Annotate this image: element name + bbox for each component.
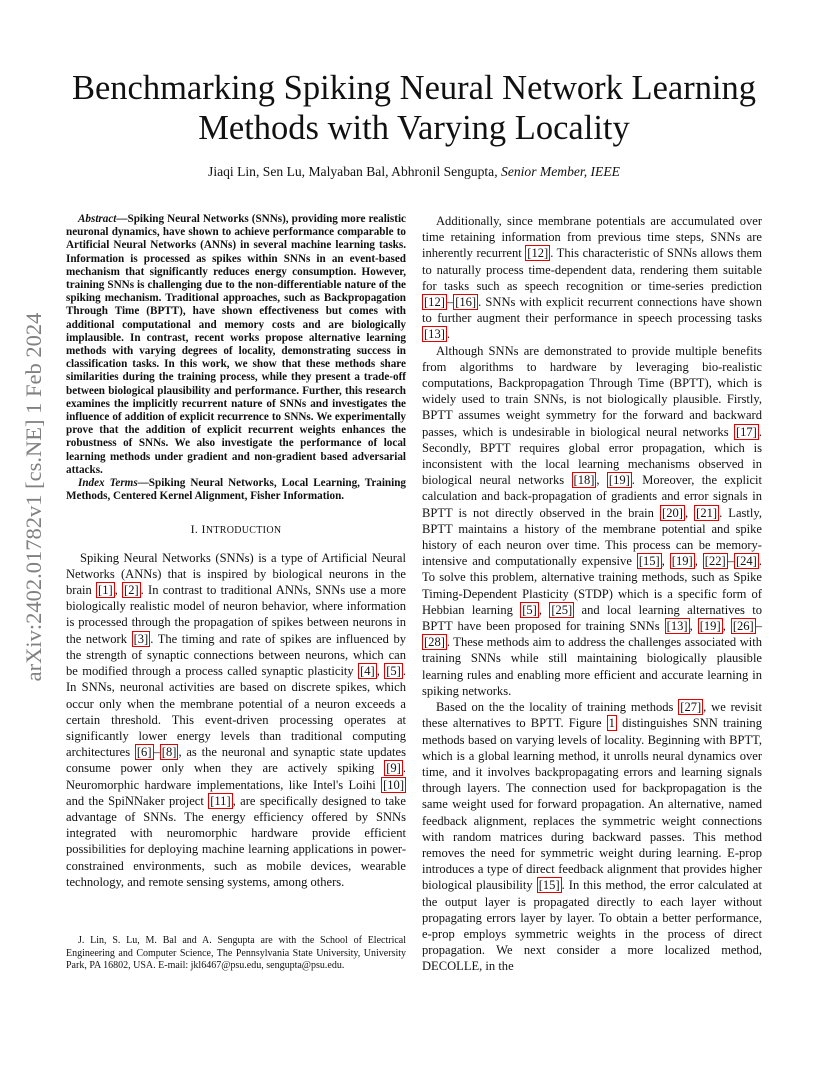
right-column [422,213,762,975]
paragraph-text-run: , [722,619,731,634]
index-terms-label: Index Terms [78,477,138,490]
paragraph-text-run: – [153,745,160,760]
citation-link[interactable]: [12] [424,295,445,310]
paragraph-text-run: . Moreover, the explicit calculation and back-propagation of gradients and error signals in BPTT is not directly observed in the brain [422,473,762,520]
citation-link[interactable]: [21] [696,505,718,520]
body-paragraph [422,213,762,343]
citation-link[interactable]: [6] [136,745,152,760]
abstract [66,213,406,477]
arxiv-identifier: arXiv:2402.01782v1 [cs.NE] 1 Feb 2024 [21,312,46,682]
paragraph-text-run: . In contrast to traditional ANNs, SNNs use a more biologically realistic model of neuron behavior, where information is processed through the propagation of spikes between neurons in the network [66,583,406,646]
paragraph-text-run: . Lastly, BPTT maintains a history of the membrane potential and spike history of each neuron over time. This process can be memory-intensive and computationally expensive [422,505,762,569]
paragraph-text-run: , [538,602,550,617]
paragraph-text-run: , are specifically designed to take advantage of SNNs. The energy efficiency offered by SNNs integrated with neuromorphic hardware provide efficient possibilities for deploying machine learning applications in power-constrained environments, such as mobile devices, wearable technology, and remote sensing systems, among others. [66,793,406,889]
citation-link[interactable]: [3] [133,631,149,646]
citation-link[interactable]: [11] [210,793,231,808]
author-list [40,164,788,180]
left-column [66,213,406,890]
citation-link[interactable]: [22] [704,554,726,569]
abstract-text: —Spiking Neural Networks (SNNs), providing more realistic neuronal dynamics, have shown to achieve performance comparable to Artificial Neural Networks (ANNs) in several machine learning tasks. Information is processed as spikes within SNNs in an event-based mechanism that significantly reduces energy consumption. However, training SNNs is challenging due to the non-differentiable nature of the spiking mechanism. Traditional approaches, such as Backpropagation Through Time (BPTT), have shown effectiveness but comes with additional computational and memory costs and are biologically implausible. In contrast, recent works propose alternative learning methods with varying degrees of locality, demonstrating success in classification tasks. In this work, we show that these methods share similarities during the training process, while they present a trade-off between biological plausibility and performance. Further, this research examines the implicitly recurrent nature of SNNs and investigates the influence of addition of explicit recurrence to SNNs. We experimentally prove that the addition of explicit recurrent weights enhances the robustness of SNNs. We also investigate the performance of local learning methods under gradient and non-gradient based adversarial attacks. [66,213,406,476]
citation-link[interactable]: [15] [638,554,660,569]
paragraph-text-run: and local learning alternatives to BPTT have been proposed for training SNNs [422,602,762,634]
paragraph-text-run: Based on the the locality of training methods [436,700,679,715]
paragraph-text-run: , [684,505,695,520]
citation-link[interactable]: [5] [522,602,537,617]
citation-link[interactable]: [8] [161,745,177,760]
citation-link[interactable]: [26] [732,619,754,634]
paragraph-text-run: – [755,619,762,634]
citation-link[interactable]: [28] [424,635,445,650]
citation-link[interactable]: [10] [383,777,404,792]
citation-link[interactable]: [1] [98,583,113,598]
citation-link[interactable]: [17] [735,424,757,439]
citation-link[interactable]: [24] [735,554,757,569]
author-names: Jiaqi Lin, Sen Lu, Malyaban Bal, Abhronil Sengupta, [208,164,498,179]
paragraph-text-run: . In this method, the error calculated at the output layer is propagated directly to each layer without propagating errors layer by layer. To obtain a better performance, e-prop employs symmetric weights in the process of direct propagation. We next consider a more localized method, DECOLLE, in the [422,878,762,974]
citation-link[interactable]: [20] [662,505,683,520]
citation-link[interactable]: [16] [455,295,477,310]
paragraph-text-run: , [661,554,670,569]
citation-link[interactable]: [27] [680,700,702,715]
paragraph-text-run: . SNNs with explicit recurrent connections have shown to further augment their performance in speech processing tasks [422,295,762,326]
intro-paragraph [66,550,406,890]
citation-link[interactable]: [19] [608,473,630,488]
body-paragraph [422,343,762,699]
citation-link[interactable]: [25] [551,602,573,617]
paper-title: Benchmarking Spiking Neural Network Learning Methods with Varying Locality [71,69,757,147]
paragraph-text-run: Although SNNs are demonstrated to provide multiple benefits from algorithms to hardware by leveraging bio-realistic computations, Backpropagation Through Time (BPTT), which is widely used to train SNNs, is not biologically plausible. Firstly, BPTT assumes weight symmetry for the forward and backward passes, which is undesirable in biological neural networks [422,343,762,439]
paragraph-text-run: , [376,664,385,679]
paragraph-text-run: , [114,583,123,598]
paragraph-text-run: and the SpiNNaker project [66,793,209,808]
index-terms-text: —Spiking Neural Networks, Local Learning, Training Methods, Centered Kernel Alignment, Fisher Information. [66,477,406,503]
citation-link[interactable]: [13] [424,327,445,342]
paragraph-text-run: , we revisit these alternatives to BPTT. Figure [422,700,762,731]
paragraph-text-run: , [694,554,703,569]
paragraph-text-run: Additionally, since membrane potentials are accumulated over time retaining information from previous time steps, SNNs are inherently recurrent [422,214,762,261]
paragraph-text-run: distinguishes SNN training methods based on varying levels of locality. Beginning with BPTT, which is a global learning method, it unrolls neural dynamics over time, and it involves backpropagating errors and learning signals through layers. The connection used for backpropagation is the same weight used for forward propagation. An alternative, named feedback alignment, replaces the symmetric weight connections with random matrices during backward passes. This method removes the need for symmetric weight during learning. E-prop introduces a type of direct feedback alignment that provides higher biological plausibility [422,716,762,893]
paragraph-text-run: – [727,554,734,569]
citation-link[interactable]: [15] [538,878,560,893]
citation-link[interactable]: [19] [671,554,693,569]
paragraph-text-run: . [446,327,451,342]
section-heading-introduction [66,521,406,539]
index-terms [66,477,406,503]
paragraph-text-run: . The timing and rate of spikes are influenced by the strength of synaptic connections between neurons, which can be modified through a process called synaptic plasticity [66,631,407,679]
section-title-rest: NTRODUCTION [205,525,282,537]
citation-link[interactable]: [4] [360,664,375,679]
paragraph-text-run: . This characteristic of SNNs allows them to naturally process time-dependent data, rendering them suitable for tasks such as speech recognition or time-series prediction [422,246,763,293]
section-number: I. [190,522,199,537]
citation-link[interactable]: [18] [573,473,595,488]
citation-link[interactable]: [2] [124,583,139,598]
author-affiliation-footnote: J. Lin, S. Lu, M. Bal and A. Sengupta are with the School of Electrical Engineering and Computer Science, The Pennsylvania State University, University Park, PA 16802, USA. E-mail: jkl6467@psu.edu, sengupta@psu.edu. [66,935,406,972]
arxiv-sidebar [16,292,52,702]
paragraph-text-run: , as the neuronal and synaptic state updates consume power only when they are actively spiking [66,745,406,776]
paragraph-text-run: . In SNNs, neuronal activities are based on discrete spikes, which occur only when the membrane potential of a neuron exceeds a certain threshold. This event-driven processing operates at significantly lower energy levels than traditional computing architectures [66,664,406,760]
paragraph-text-run: – [446,295,454,310]
author-membership: Senior Member, IEEE [501,164,620,179]
citation-link[interactable]: [19] [699,619,721,634]
section-initial: I [201,522,206,537]
paragraph-text-run: , [689,619,698,634]
citation-link[interactable]: [13] [666,619,688,634]
abstract-label: Abstract [78,213,117,225]
paragraph-text-run: Spiking Neural Networks (SNNs) is a type of Artificial Neural Networks (ANNs) that is inspired by biological neurons in the brain [66,550,406,598]
citation-link[interactable]: [12] [527,246,549,261]
body-paragraph [422,699,762,974]
citation-link[interactable]: [9] [386,761,401,776]
paragraph-text-run: , [596,473,607,488]
paragraph-text-run: . Secondly, BPTT requires global error propagation, which is inconsistent with the local learning mechanisms observed in biological neural networks [422,424,762,488]
figure-reference-link[interactable]: 1 [608,716,615,731]
paragraph-text-run: . Neuromorphic hardware implementations, like Intel's Loihi [66,761,406,792]
paragraph-text-run: . These methods aim to address the challenges associated with training SNNs while still maintaining biologically plausible learning rules and enabling more efficient and accurate learning in spiking networks. [422,635,762,698]
citation-link[interactable]: [5] [386,664,401,679]
paragraph-text-run: . To solve this problem, alternative training methods, such as Spike Timing-Dependent Plasticity (STDP) which is a specific form of Hebbian learning [422,554,762,617]
